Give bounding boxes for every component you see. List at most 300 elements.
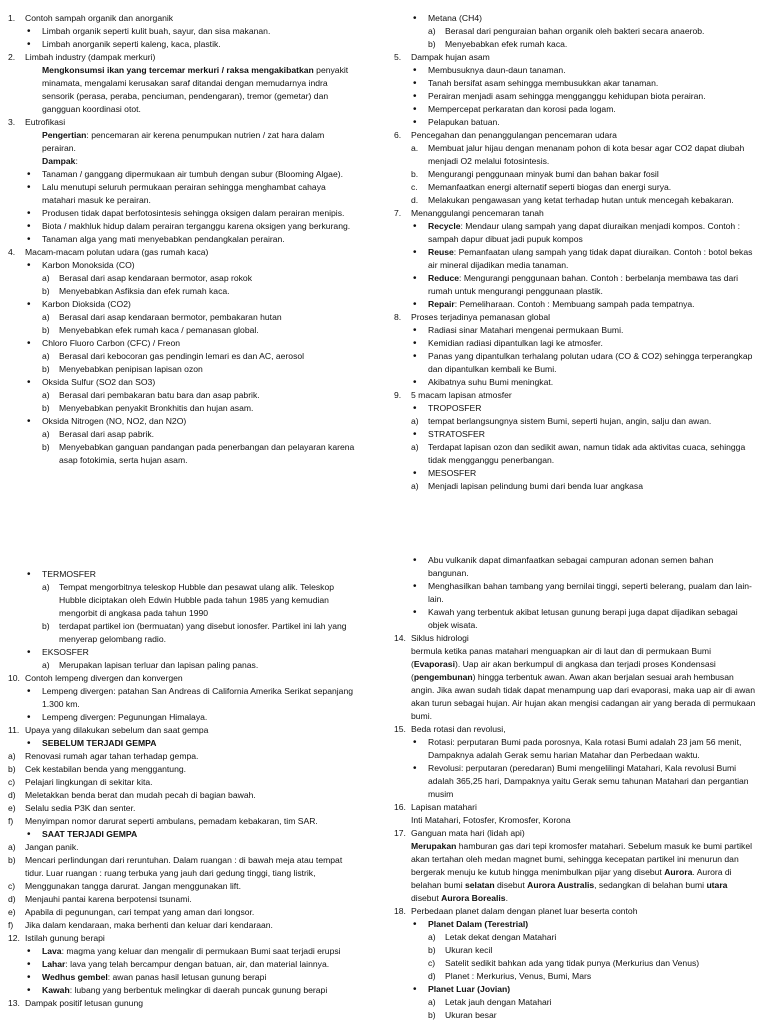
item-text — [394, 77, 756, 90]
list-marker: 7. — [394, 208, 402, 218]
numbered-item — [8, 672, 360, 685]
numbered-item — [394, 905, 756, 918]
bullet-icon — [413, 103, 417, 116]
text-run: Tempat mengorbitnya teleskop Hubble dan pesawat ulang alik. Teleskop Hubble diciptakan oleh Edwin Hubble pada tahun 1985 yang kemudian mengorbit di angkasa pada tahun 1990 — [59, 582, 335, 618]
numbered-item — [394, 194, 756, 207]
numbered-item — [394, 25, 756, 38]
numbered-item — [394, 415, 756, 428]
item-text — [8, 672, 360, 685]
list-marker: 1. — [8, 13, 16, 23]
item-text — [394, 983, 756, 996]
text-run: bermula ketika panas matahari menguapkan air di laut dan di permukaan Bumi ( — [411, 646, 711, 669]
item-text — [8, 893, 360, 906]
item-text — [8, 220, 360, 233]
list-marker: 4. — [8, 247, 16, 257]
numbered-item — [8, 919, 360, 932]
numbered-item — [394, 827, 756, 840]
item-text — [394, 905, 756, 918]
text-run: Membuat jalur hijau dengan menanam pohon di kota besar agar CO2 dapat diubah menjadi O2 melalui fotosintesis. — [428, 143, 745, 166]
text-run: 5 macam lapisan atmosfer — [411, 390, 512, 400]
item-text — [394, 337, 756, 350]
numbered-item — [394, 181, 756, 194]
text-run: Letak dekat dengan Matahari — [445, 932, 557, 942]
list-marker: 12. — [8, 933, 20, 943]
bullet-icon — [413, 554, 417, 567]
text-run: Cek kestabilan benda yang menggantung. — [25, 764, 187, 774]
numbered-item — [394, 944, 756, 957]
bullet-item — [394, 736, 756, 762]
paragraph — [8, 129, 360, 155]
numbered-item — [394, 480, 756, 493]
text-run: Melakukan pengawasan yang ketat terhadap hutan untuk mencegah kebakaran. — [428, 195, 734, 205]
bullet-icon — [413, 376, 417, 389]
item-text — [394, 480, 756, 493]
paragraph — [394, 840, 756, 905]
numbered-item — [8, 932, 360, 945]
text-run: Apabila di pegunungan, cari tempat yang aman dari longsor. — [25, 907, 255, 917]
numbered-item — [8, 324, 360, 337]
bullet-item — [394, 324, 756, 337]
text-run: Ukuran kecil — [445, 945, 493, 955]
list-marker: a) — [428, 932, 436, 942]
text-run: Lempeng divergen: patahan San Andreas di California Amerika Serikat sepanjang 1.300 km. — [42, 686, 354, 709]
list-marker: c. — [411, 182, 418, 192]
bullet-icon — [413, 220, 417, 233]
bullet-item — [394, 606, 756, 632]
bold-term: Lahar — [42, 959, 66, 969]
bullet-icon — [27, 259, 31, 272]
bullet-item — [8, 945, 360, 958]
item-text — [8, 428, 360, 441]
text-run: , sedangkan di belahan bumi — [594, 880, 707, 890]
list-marker: 17. — [394, 828, 406, 838]
text-run: Mempercepat perkaratan dan korosi pada logam. — [428, 104, 616, 114]
text-run: Meletakkan benda berat dan mudah pecah di bagian bawah. — [25, 790, 256, 800]
text-run: MESOSFER — [428, 468, 477, 478]
item-text — [394, 207, 756, 220]
list-marker: a) — [42, 390, 50, 400]
numbered-item — [394, 801, 756, 814]
bullet-item — [8, 685, 360, 711]
text-run: Karbon Monoksida (CO) — [42, 260, 135, 270]
item-text — [394, 181, 756, 194]
bold-term: Mengkonsumsi ikan yang tercemar merkuri / raksa mengakibatkan — [42, 65, 314, 75]
text-run: : pencemaran air kerena penumpukan nutrien / zat hara dalam perairan. — [42, 130, 325, 153]
numbered-item — [8, 285, 360, 298]
item-text — [8, 285, 360, 298]
text-run: Pencegahan dan penanggulangan pencemaran udara — [411, 130, 617, 140]
bullet-item — [8, 38, 360, 51]
bullet-item — [8, 25, 360, 38]
item-text — [8, 880, 360, 893]
item-text — [8, 750, 360, 763]
paragraph — [394, 814, 756, 827]
list-marker: a) — [8, 842, 16, 852]
text-run: Kawah yang terbentuk akibat letusan gunung berapi juga dapat dijadikan sebagai objek wisata. — [428, 607, 738, 630]
bullet-item — [394, 12, 756, 25]
item-text — [394, 814, 756, 827]
text-run: . Aurora di belahan bumi — [411, 867, 732, 890]
item-text — [394, 220, 756, 246]
bold-term: SAAT TERJADI GEMPA — [42, 829, 138, 839]
item-text — [394, 90, 756, 103]
paragraph — [394, 645, 756, 723]
item-text — [394, 645, 756, 723]
bullet-item — [8, 958, 360, 971]
bold-term: Kawah — [42, 985, 70, 995]
text-run: terdapat partikel ion (bermuatan) yang disebut ionosfer. Partikel ini lah yang menyerap gelombang radio. — [59, 621, 347, 644]
item-text — [8, 311, 360, 324]
bullet-icon — [27, 984, 31, 997]
text-run: Istilah gunung berapi — [25, 933, 105, 943]
item-text — [8, 64, 360, 116]
item-text — [8, 233, 360, 246]
bold-term: Planet Luar (Jovian) — [428, 984, 511, 994]
item-text — [394, 246, 756, 272]
text-run: Macam-macam polutan udara (gas rumah kaca) — [25, 247, 209, 257]
item-text — [8, 38, 360, 51]
text-run: Perbedaan planet dalam dengan planet luar beserta contoh — [411, 906, 638, 916]
bullet-icon — [413, 90, 417, 103]
text-run: Mencari perlindungan dari reruntuhan. Dalam ruangan : di bawah meja atau tempat tidur. Luar ruangan : ruang terbuka yang jauh dari gedung tinggi, tiang listrik, — [25, 855, 343, 878]
bold-term: Evaporasi — [413, 659, 455, 669]
bullet-item — [394, 580, 756, 606]
text-run: : lubang yang berbentuk melingkar di daerah puncak gunung berapi — [69, 985, 328, 995]
bullet-icon — [413, 402, 417, 415]
item-text — [8, 737, 360, 750]
bullet-item — [8, 984, 360, 997]
text-run: Menghasilkan bahan tambang yang bernilai tinggi, seperti belerang, pualam dan lain-lain. — [428, 581, 752, 604]
text-run: Oksida Nitrogen (NO, NO2, dan N2O) — [42, 416, 187, 426]
item-text — [8, 298, 360, 311]
list-marker: e) — [8, 803, 16, 813]
item-text — [394, 428, 756, 441]
bullet-item — [394, 762, 756, 801]
list-marker: a) — [428, 997, 436, 1007]
top-left-column — [8, 12, 360, 467]
numbered-item — [8, 581, 360, 620]
numbered-item — [8, 802, 360, 815]
list-marker: a) — [411, 442, 419, 452]
text-run: Kemidian radiasi dipantulkan lagi ke atmosfer. — [428, 338, 603, 348]
text-run: Tanaman alga yang mati menyebabkan pendangkalan perairan. — [42, 234, 285, 244]
text-run: Eutrofikasi — [25, 117, 66, 127]
text-run: Lalu menutupi seluruh permukaan perairan sehingga menghambat cahaya matahari masuk ke perairan. — [42, 182, 326, 205]
item-text — [8, 324, 360, 337]
text-run: Limbah industry (dampak merkuri) — [25, 52, 156, 62]
bullet-icon — [27, 298, 31, 311]
list-marker: b) — [42, 621, 50, 631]
text-run: tempat berlangsungnya sistem Bumi, seperti hujan, angin, salju dan awan. — [428, 416, 712, 426]
numbered-item — [8, 246, 360, 259]
bold-term: Lava — [42, 946, 62, 956]
item-text — [8, 389, 360, 402]
item-text — [8, 815, 360, 828]
text-run: Berasal dari pembakaran batu bara dan asap pabrik. — [59, 390, 260, 400]
item-text — [8, 958, 360, 971]
item-text — [8, 620, 360, 646]
bullet-icon — [413, 246, 417, 259]
bold-term: Planet Dalam (Terestrial) — [428, 919, 529, 929]
text-run: Pelajari lingkungan di sekitar kita. — [25, 777, 153, 787]
item-text — [394, 931, 756, 944]
bold-term: Wedhus gembel — [42, 972, 108, 982]
list-marker: 11. — [8, 725, 20, 735]
item-text — [8, 581, 360, 620]
text-run: : lava yang telah bercampur dengan batuan, air, dan material lainnya. — [65, 959, 330, 969]
text-run: disebut — [411, 893, 442, 903]
bullet-item — [394, 983, 756, 996]
text-run: Menyebabkan Asfiksia dan efek rumah kaca. — [59, 286, 230, 296]
text-run: Menyebabkan ganguan pandangan pada penerbangan dan pelayaran karena asap fotokimia, serta hujan asam. — [59, 442, 355, 465]
list-marker: b) — [428, 945, 436, 955]
text-run: STRATOSFER — [428, 429, 485, 439]
list-marker: b) — [428, 39, 436, 49]
numbered-item — [8, 880, 360, 893]
text-run: Karbon Dioksida (CO2) — [42, 299, 131, 309]
bullet-icon — [27, 168, 31, 181]
item-text — [8, 789, 360, 802]
numbered-item — [8, 815, 360, 828]
text-run: Satelit sedikit bahkan ada yang tidak punya (Merkurius dan Venus) — [445, 958, 700, 968]
numbered-item — [8, 402, 360, 415]
text-run: Menggunakan tangga darurat. Jangan menggunakan lift. — [25, 881, 241, 891]
paragraph — [8, 64, 360, 116]
item-text — [8, 828, 360, 841]
numbered-item — [8, 789, 360, 802]
item-text — [8, 763, 360, 776]
list-marker: 10. — [8, 673, 20, 683]
item-text — [8, 155, 360, 168]
text-run: Menyimpan nomor darurat seperti ambulans, pemadam kebakaran, tim SAR. — [25, 816, 318, 826]
item-text — [394, 970, 756, 983]
text-run: Radiasi sinar Matahari mengenai permukaan Bumi. — [428, 325, 624, 335]
list-marker: e) — [8, 907, 16, 917]
text-run: Pelapukan batuan. — [428, 117, 500, 127]
text-run: : Mendaur ulang sampah yang dapat diuraikan menjadi kompos. Contoh : sampah dapur dibuat jadi pupuk kompos — [428, 221, 740, 244]
item-text — [394, 554, 756, 580]
list-marker: 2. — [8, 52, 16, 62]
list-marker: b) — [42, 325, 50, 335]
bullet-item — [394, 272, 756, 298]
numbered-item — [8, 441, 360, 467]
text-run: Rotasi: perputaran Bumi pada porosnya, Kala rotasi Bumi adalah 23 jam 56 menit, Dampaknya adalah Gerak semu harian Matahar dan Perbedaan waktu. — [428, 737, 742, 760]
item-text — [8, 376, 360, 389]
item-text — [394, 38, 756, 51]
bold-term: Recycle — [428, 221, 461, 231]
item-text — [8, 51, 360, 64]
bullet-icon — [27, 181, 31, 194]
text-run: Lempeng divergen: Pegunungan Himalaya. — [42, 712, 208, 722]
bullet-icon — [413, 580, 417, 593]
item-text — [394, 311, 756, 324]
bold-term: SEBELUM TERJADI GEMPA — [42, 738, 157, 748]
text-run: Contoh lempeng divergen dan konvergen — [25, 673, 183, 683]
text-run: Proses terjadinya pemanasan global — [411, 312, 551, 322]
bullet-icon — [27, 233, 31, 246]
bullet-item — [8, 207, 360, 220]
bullet-icon — [27, 958, 31, 971]
bullet-item — [8, 646, 360, 659]
bullet-icon — [27, 971, 31, 984]
list-marker: a) — [42, 312, 50, 322]
item-text — [8, 207, 360, 220]
numbered-item — [8, 272, 360, 285]
item-text — [394, 324, 756, 337]
numbered-item — [394, 38, 756, 51]
item-text — [394, 944, 756, 957]
bullet-icon — [413, 736, 417, 749]
text-run: Jika dalam kendaraan, maka berhenti dan keluar dari kendaraan. — [25, 920, 273, 930]
text-run: Oksida Sulfur (SO2 dan SO3) — [42, 377, 156, 387]
bullet-item — [8, 259, 360, 272]
text-run: Berasal dari asap kendaraan bermotor, pembakaran hutan — [59, 312, 282, 322]
bullet-item — [8, 376, 360, 389]
bullet-icon — [413, 606, 417, 619]
item-text — [8, 659, 360, 672]
bold-term: Reuse — [428, 247, 454, 257]
bold-term: utara — [706, 880, 728, 890]
item-text — [394, 129, 756, 142]
text-run: EKSOSFER — [42, 647, 89, 657]
text-run: Berasal dari asap kendaraan bermotor, asap rokok — [59, 273, 252, 283]
item-text — [8, 168, 360, 181]
text-run: ). Uap air akan berkumpul di angkasa dan terjadi proses Kondensasi ( — [411, 659, 716, 682]
list-marker: b) — [42, 442, 50, 452]
item-text — [394, 12, 756, 25]
list-marker: a) — [42, 273, 50, 283]
list-marker: c) — [8, 881, 16, 891]
item-text — [8, 802, 360, 815]
item-text — [394, 168, 756, 181]
numbered-item — [8, 893, 360, 906]
bullet-item — [8, 568, 360, 581]
numbered-item — [394, 970, 756, 983]
text-run: Beda rotasi dan revolusi, — [411, 724, 506, 734]
item-text — [8, 724, 360, 737]
numbered-item — [8, 389, 360, 402]
item-text — [8, 272, 360, 285]
bold-term: Merupakan — [411, 841, 457, 851]
bullet-icon — [413, 983, 417, 996]
bold-term: Pengertian — [42, 130, 87, 140]
text-run: Upaya yang dilakukan sebelum dan saat gempa — [25, 725, 209, 735]
item-text — [394, 606, 756, 632]
bullet-icon — [27, 337, 31, 350]
item-text — [8, 776, 360, 789]
text-run: : Pemanfaatan ulang sampah yang tidak dapat diuraikan. Contoh : botol bekas air mineral dijadikan media tanaman. — [428, 247, 753, 270]
text-run: Menyebabkan efek rumah kaca / pemanasan global. — [59, 325, 259, 335]
bullet-item — [394, 337, 756, 350]
bullet-item — [394, 116, 756, 129]
list-marker: a) — [42, 351, 50, 361]
item-text — [8, 129, 360, 155]
numbered-item — [394, 996, 756, 1009]
text-run: ) hingga terbentuk awan. Awan akan berjalan sesuai arah hembusan angin. Jika awan sudah tidak dapat menampung uap dari evaporasi, maka uap air di awan akan turun sebagai hujan. Air hujan akan mengisi cadangan air yang berada di permukaan bumi. — [411, 672, 756, 721]
item-text — [394, 25, 756, 38]
text-run: : magma yang keluar dan mengalir di permukaan Bumi saat terjadi erupsi — [61, 946, 341, 956]
bold-term: Aurora Australis — [527, 880, 595, 890]
list-marker: b) — [42, 403, 50, 413]
text-run: penyakit minamata, mengalami kerusakan saraf ditandai dengan memudarnya indra sensorik (perasa, peraba, penciuman, pendengaran), tremor (gemetar) dan gangguan koordinasi otot. — [42, 65, 349, 114]
item-text — [394, 957, 756, 970]
item-text — [8, 997, 360, 1010]
text-run: Letak jauh dengan Matahari — [445, 997, 552, 1007]
bullet-icon — [413, 428, 417, 441]
bullet-icon — [413, 77, 417, 90]
list-marker: a) — [42, 429, 50, 439]
item-text — [8, 246, 360, 259]
item-text — [394, 51, 756, 64]
text-run: hamburan gas dari tepi kromosfer matahari. Sebelum masuk ke bumi partikel akan tertahan oleh medan magnet bumi, sehingga kecepatan partikel ini menurun dan bergerak menuju ke kutub hingga menimbulkan pijar yang disebut — [411, 841, 753, 877]
list-marker: b) — [8, 764, 16, 774]
numbered-item — [8, 750, 360, 763]
bullet-icon — [27, 568, 31, 581]
text-run: Berasal dari kebocoran gas pendingin lemari es dan AC, aerosol — [59, 351, 305, 361]
text-run: Revolusi: perputaran (peredaran) Bumi mengelilingi Matahari, Kala revolusi Bumi adalah 365,25 hari, Dampaknya yaitu Gerak semu tahunan Matahari dan pergantian musim — [428, 763, 749, 799]
item-text — [394, 723, 756, 736]
text-run: Menyebabkan penipisan lapisan ozon — [59, 364, 203, 374]
bullet-item — [8, 737, 360, 750]
bullet-item — [394, 350, 756, 376]
list-marker: d. — [411, 195, 419, 205]
item-text — [394, 350, 756, 376]
bullet-item — [8, 415, 360, 428]
list-marker: b) — [42, 286, 50, 296]
numbered-item — [394, 311, 756, 324]
bold-term: selatan — [465, 880, 495, 890]
numbered-item — [8, 659, 360, 672]
text-run: Chloro Fluoro Carbon (CFC) / Freon — [42, 338, 181, 348]
list-marker: b. — [411, 169, 419, 179]
text-run: Contoh sampah organik dan anorganik — [25, 13, 174, 23]
item-text — [8, 685, 360, 711]
list-marker: 13. — [8, 998, 20, 1008]
item-text — [394, 736, 756, 762]
text-run: Tanah bersifat asam sehingga membusukkan akar tanaman. — [428, 78, 659, 88]
text-run: : — [75, 156, 78, 166]
bullet-item — [394, 467, 756, 480]
text-run: Ganguan mata hari (lidah api) — [411, 828, 525, 838]
top-right-column — [394, 12, 756, 493]
text-run: Berasal dari penguraian bahan organik oleh bakteri secara anaerob. — [445, 26, 705, 36]
item-text — [394, 441, 756, 467]
text-run: : Mengurangi penggunaan bahan. Contoh : berbelanja membawa tas dari rumah untuk mengurangi penggunaan plastik. — [428, 273, 739, 296]
list-marker: 8. — [394, 312, 402, 322]
bullet-item — [8, 220, 360, 233]
text-run: TROPOSFER — [428, 403, 482, 413]
text-run: Tanaman / ganggang dipermukaan air tumbuh dengan subur (Blooming Algae). — [42, 169, 343, 179]
item-text — [8, 984, 360, 997]
item-text — [8, 711, 360, 724]
bullet-icon — [27, 685, 31, 698]
bullet-item — [394, 220, 756, 246]
list-marker: a. — [411, 143, 419, 153]
bullet-icon — [413, 298, 417, 311]
numbered-item — [8, 854, 360, 880]
bullet-item — [394, 103, 756, 116]
list-marker: 16. — [394, 802, 406, 812]
text-run: Produsen tidak dapat berfotosintesis sehingga oksigen dalam perairan menipis. — [42, 208, 345, 218]
item-text — [394, 580, 756, 606]
bold-term: Repair — [428, 299, 455, 309]
text-run: Limbah organik seperti kulit buah, sayur, dan sisa makanan. — [42, 26, 271, 36]
text-run: . — [505, 893, 508, 903]
bullet-item — [394, 402, 756, 415]
bullet-item — [394, 428, 756, 441]
item-text — [394, 801, 756, 814]
bullet-icon — [413, 762, 417, 775]
